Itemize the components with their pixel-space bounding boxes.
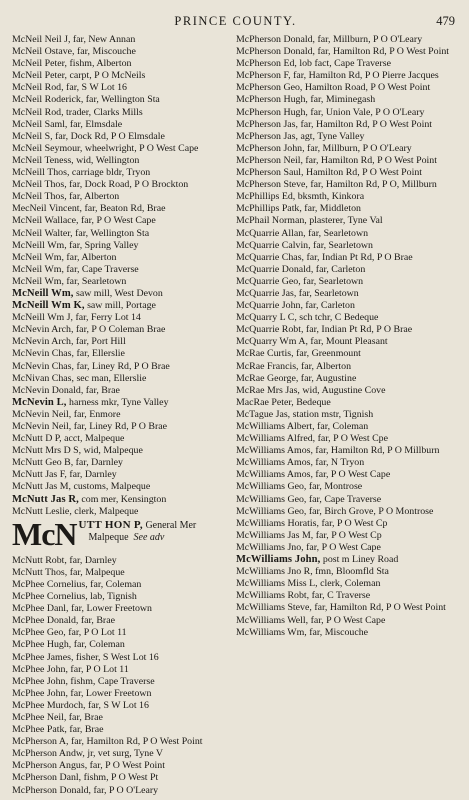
directory-entry: [12, 469, 228, 481]
entry-text: McQuarrie Geo, far, Searletown: [236, 275, 364, 287]
entry-text: McNeil S, far, Dock Rd, P O Elmsdale: [12, 130, 165, 142]
entry-text: McWilliams Well, far, P O West Cape: [236, 614, 386, 626]
entry-text: McRae Mrs Jas, wid, Augustine Cove: [236, 384, 386, 396]
directory-entry: [236, 228, 452, 240]
entry-text: McNeil Walter, far, Wellington Sta: [12, 227, 150, 239]
entry-text: McQuarry Wm A, far, Mount Pleasant: [236, 336, 388, 348]
entry-text: McNutt D P, acct, Malpeque: [12, 433, 125, 445]
entry-text: McNeil Saml, far, Elmsdale: [12, 118, 123, 130]
directory-entry: [12, 70, 228, 82]
entry-text: McNevin Neil, far, Enmore: [12, 408, 121, 420]
entry-text: McWilliams Amos, far, P O West Cape: [236, 469, 391, 481]
directory-entry: [236, 530, 452, 542]
entry-text: McPherson John, far, Millburn, P O O'Leary: [236, 142, 412, 154]
entry-text: McPhee Cornelius, far, Coleman: [12, 578, 142, 590]
entry-name-bold: McWilliams John,: [236, 554, 321, 566]
directory-entry: [12, 748, 228, 760]
directory-entry: [12, 94, 228, 106]
directory-entry: [236, 506, 452, 518]
entry-text: McNeil Peter, carpt, P O McNeils: [12, 70, 146, 82]
directory-entry: [236, 542, 452, 554]
directory-entry: [236, 119, 452, 131]
entry-text: McPherson Hugh, far, Miminegash: [236, 94, 376, 106]
directory-entry: [236, 191, 452, 203]
entry-text: McNutt Leslie, clerk, Malpeque: [12, 505, 139, 517]
directory-entry: [236, 107, 452, 119]
directory-entry: [12, 385, 228, 397]
directory-entry: [236, 46, 452, 58]
entry-name-bold: McNevin L,: [12, 396, 67, 408]
directory-entry: [236, 409, 452, 421]
directory-entry: [236, 324, 452, 336]
entry-text: McNeil Rod, trader, Clarks Mills: [12, 106, 143, 118]
directory-entry: [12, 34, 228, 46]
directory-entry: [12, 179, 228, 191]
directory-entry: [236, 240, 452, 252]
entry-text: McPhee Patk, far, Brae: [12, 724, 104, 736]
directory-entry: [12, 228, 228, 240]
directory-entry: [236, 578, 452, 590]
directory-entry: [12, 58, 228, 70]
directory-entry: [12, 361, 228, 373]
directory-entry: [236, 179, 452, 191]
entry-text: McPhee Murdoch, far, S W Lot 16: [12, 699, 149, 711]
directory-entry: [12, 688, 228, 700]
directory-entry: [236, 602, 452, 614]
directory-entry: [236, 445, 452, 457]
entry-text: McNutt Jas F, far, Darnley: [12, 469, 117, 481]
entry-text: McPhail Norman, plasterer, Tyne Val: [236, 215, 383, 227]
directory-entry: [12, 167, 228, 179]
directory-entry: [12, 300, 228, 312]
directory-entry: [12, 421, 228, 433]
directory-entry: [236, 288, 452, 300]
entry-text: McRae Francis, far, Alberton: [236, 360, 352, 372]
running-title: PRINCE COUNTY.: [174, 14, 297, 28]
entry-text: McQuarrie Jas, far, Searletown: [236, 287, 359, 299]
directory-entry: [12, 336, 228, 348]
directory-entry: [236, 627, 452, 639]
entry-text: McRae Curtis, far, Greenmount: [236, 348, 361, 360]
directory-entry: [12, 409, 228, 421]
directory-entry: [236, 397, 452, 409]
directory-entry: [236, 300, 452, 312]
entry-text: McNeil Rod, far, S W Lot 16: [12, 82, 127, 94]
entry-text: McWilliams Amos, far, N Tryon: [236, 457, 365, 469]
entry-text: McPhillips Ed, bksmth, Kinkora: [236, 191, 365, 203]
entry-text: McNeill Wm J, far, Ferry Lot 14: [12, 312, 141, 324]
entry-text: MacRae Peter, Bedeque: [236, 396, 331, 408]
featured-drop-letters: McN: [12, 515, 77, 552]
entry-text: com mer, Kensington: [78, 493, 167, 505]
directory-entry: [12, 785, 228, 797]
directory-entry: [236, 566, 452, 578]
entry-text: McPherson Donald, far, Millburn, P O O'Leary: [236, 34, 423, 45]
directory-entry: [12, 627, 228, 639]
directory-entry: [12, 579, 228, 591]
entry-text: McPherson A, far, Hamilton Rd, P O West Point: [12, 736, 203, 748]
featured-name: UTT HON P,: [78, 518, 143, 531]
directory-entry: [236, 336, 452, 348]
directory-entry: [236, 70, 452, 82]
entry-text: McPherson Donald, far, P O O'Leary: [12, 784, 159, 796]
directory-entry: [12, 712, 228, 724]
entry-text: MecNeil Vincent, far, Beaton Rd, Brae: [12, 203, 166, 215]
directory-entry: [12, 324, 228, 336]
directory-entry: [236, 143, 452, 155]
entry-text: McPherson Danl, fishm, P O West Pt: [12, 772, 159, 784]
entry-text: McWilliams Geo, far, Cape Traverse: [236, 493, 382, 505]
directory-entry: [12, 82, 228, 94]
directory-entry: [236, 494, 452, 506]
entry-text: McNeill Wm, far, Spring Valley: [12, 239, 139, 251]
entry-text: McPherson Jas, agt, Tyne Valley: [236, 130, 365, 142]
directory-entry: [12, 591, 228, 603]
entry-text: McTague Jas, station mstr, Tignish: [236, 408, 374, 420]
left-entries-top: [12, 34, 228, 518]
directory-entry: [12, 445, 228, 457]
entry-text: McPhee Hugh, far, Coleman: [12, 639, 125, 651]
entry-text: McNivan Chas, sec man, Ellerslie: [12, 372, 147, 384]
entry-text: McPhee Donald, far, Brae: [12, 615, 115, 627]
directory-entry: [236, 615, 452, 627]
entry-text: McNeill Thos, carriage bldr, Tryon: [12, 167, 151, 179]
directory-entry: [236, 421, 452, 433]
directory-entry: [12, 107, 228, 119]
directory-entry: [12, 215, 228, 227]
entry-text: McWilliams Jno, far, P O West Cape: [236, 541, 381, 553]
entry-text: McWilliams Miss L, clerk, Coleman: [236, 578, 381, 590]
entry-name-bold: McNutt Jas R,: [12, 493, 79, 505]
entry-text: McNeil Wm, far, Searletown: [12, 275, 127, 287]
directory-entry: [12, 433, 228, 445]
page-header: [12, 8, 459, 30]
directory-columns: [12, 34, 459, 797]
directory-entry: [236, 385, 452, 397]
entry-text: McPherson Saul, Hamilton Rd, P O West Point: [236, 167, 423, 179]
directory-entry: [236, 131, 452, 143]
page-number: 479: [436, 14, 455, 28]
directory-entry: [12, 312, 228, 324]
entry-text: McNevin Chas, far, Ellerslie: [12, 348, 125, 360]
entry-text: saw mill, Portage: [84, 300, 156, 312]
entry-text: McRae George, far, Augustine: [236, 372, 357, 384]
directory-entry: [12, 639, 228, 651]
entry-text: McNutt Geo B, far, Darnley: [12, 457, 123, 469]
directory-entry: [236, 215, 452, 227]
directory-entry: [236, 155, 452, 167]
directory-entry: [12, 288, 228, 300]
directory-entry: [12, 555, 228, 567]
entry-text: McPhee Geo, far, P O Lot 11: [12, 627, 127, 639]
directory-entry: [236, 518, 452, 530]
directory-entry: [236, 348, 452, 360]
entry-text: McPherson Angus, far, P O West Point: [12, 760, 165, 772]
entry-text: McQuarrie John, far, Carleton: [236, 300, 355, 312]
entry-text: McPhee Cornelius, lab, Tignish: [12, 591, 137, 603]
directory-entry: [236, 469, 452, 481]
entry-text: McWilliams Robt, far, C Traverse: [236, 590, 371, 602]
entry-text: McNeil Wallace, far, P O West Cape: [12, 215, 156, 227]
entry-text: McNeil Teness, wid, Wellington: [12, 154, 140, 166]
directory-entry: [12, 348, 228, 360]
entry-text: McNevin Arch, far, P O Coleman Brae: [12, 324, 166, 336]
entry-text: McNeil Ostave, far, Miscouche: [12, 46, 136, 58]
entry-text: McNeil Thos, far, Alberton: [12, 191, 120, 203]
entry-text: McNeil Peter, fishm, Alberton: [12, 58, 132, 70]
entry-text: McPherson Steve, far, Hamilton Rd, P O, Millburn: [236, 179, 437, 191]
featured-entry-mcnutt: [12, 515, 228, 555]
directory-entry: [12, 652, 228, 664]
directory-entry: [12, 772, 228, 784]
entry-text: McNutt Robt, far, Darnley: [12, 554, 117, 566]
entry-text: McPherson Donald, far, Hamilton Rd, P O West Point: [236, 46, 450, 58]
directory-entry: [12, 724, 228, 736]
directory-entry: [236, 554, 452, 566]
directory-entry: [236, 361, 452, 373]
entry-text: McQuarrie Allan, far, Searletown: [236, 227, 369, 239]
entry-text: McPherson Geo, Hamilton Road, P O West Point: [236, 82, 431, 94]
directory-entry: [12, 131, 228, 143]
right-column: [236, 34, 452, 797]
directory-entry: [12, 252, 228, 264]
entry-text: McWilliams Amos, far, Hamilton Rd, P O Millburn: [236, 445, 440, 457]
entry-text: McWilliams Horatis, far, P O West Cp: [236, 517, 388, 529]
entry-text: McPhillips Patk, far, Middleton: [236, 203, 361, 215]
directory-entry: [12, 119, 228, 131]
entry-text: McPhee Danl, far, Lower Freetown: [12, 603, 152, 615]
left-entries-bottom: [12, 555, 228, 797]
directory-entry: [12, 760, 228, 772]
entry-text: McNevin Donald, far, Brae: [12, 384, 120, 396]
entry-text: McPherson Neil, far, Hamilton Rd, P O West Point: [236, 154, 437, 166]
directory-entry: [12, 567, 228, 579]
entry-text: McWilliams Jno R, fmn, Bloomfld Sta: [236, 566, 389, 578]
directory-entry: [236, 264, 452, 276]
entry-text: McPherson Andw, jr, vet surg, Tyne V: [12, 748, 164, 760]
entry-name-bold: McNeill Wm,: [12, 287, 74, 299]
entry-text: McNeil Seymour, wheelwright, P O West Cape: [12, 142, 199, 154]
featured-entry-text: [79, 519, 197, 545]
entry-text: McPherson Jas, far, Hamilton Rd, P O West Point: [236, 118, 433, 130]
entry-text: McPhee John, fishm, Cape Traverse: [12, 675, 155, 687]
featured-see-adv: See adv: [133, 532, 165, 544]
directory-entry: [12, 457, 228, 469]
directory-entry: [236, 481, 452, 493]
directory-entry: [12, 397, 228, 409]
entry-text: McWilliams Jas M, far, P O West Cp: [236, 529, 382, 541]
entry-name-bold: McNeill Wm K,: [12, 300, 85, 312]
entry-text: harness mkr, Tyne Valley: [66, 396, 169, 408]
entry-text: McNutt Mrs D S, wid, Malpeque: [12, 445, 143, 457]
entry-text: McWilliams Geo, far, Montrose: [236, 481, 363, 493]
directory-entry: [236, 433, 452, 445]
directory-entry: [12, 603, 228, 615]
directory-entry: [236, 373, 452, 385]
directory-entry: [12, 264, 228, 276]
directory-entry: [236, 82, 452, 94]
entry-text: McNutt Thos, far, Malpeque: [12, 566, 125, 578]
directory-entry: [12, 191, 228, 203]
entry-text: McNeil Neil J, far, New Annan: [12, 34, 136, 45]
entry-text: McQuarrie Donald, far, Carleton: [236, 263, 366, 275]
entry-text: McQuarry L C, sch tchr, C Bedeque: [236, 312, 379, 324]
directory-entry: [12, 203, 228, 215]
entry-text: McNeil Roderick, far, Wellington Sta: [12, 94, 160, 106]
entry-text: McNutt Jas M, customs, Malpeque: [12, 481, 151, 493]
directory-entry: [12, 664, 228, 676]
entry-text: McWilliams Wm, far, Miscouche: [236, 626, 369, 638]
directory-entry: [12, 46, 228, 58]
entry-text: McPhee John, far, Lower Freetown: [12, 687, 152, 699]
entry-text: McPhee James, fisher, S West Lot 16: [12, 651, 159, 663]
entry-text: McQuarrie Robt, far, Indian Pt Rd, P O Brae: [236, 324, 413, 336]
featured-place: Malpeque: [88, 532, 129, 544]
directory-entry: [12, 155, 228, 167]
directory-entry: [236, 457, 452, 469]
entry-text: McQuarrie Chas, far, Indian Pt Rd, P O Brae: [236, 251, 413, 263]
entry-text: McNeil Thos, far, Dock Road, P O Brockton: [12, 179, 189, 191]
entry-text: McNeil Wm, far, Cape Traverse: [12, 263, 139, 275]
directory-entry: [236, 34, 452, 46]
directory-entry: [236, 312, 452, 324]
entry-text: saw mill, West Devon: [73, 287, 163, 299]
directory-entry: [12, 143, 228, 155]
entry-text: McPherson Ed, lob fact, Cape Traverse: [236, 58, 391, 70]
directory-entry: [12, 481, 228, 493]
left-column: [12, 34, 228, 797]
directory-entry: [236, 167, 452, 179]
directory-entry: [12, 736, 228, 748]
directory-entry: [12, 615, 228, 627]
directory-entry: [12, 373, 228, 385]
directory-entry: [236, 276, 452, 288]
directory-entry: [12, 240, 228, 252]
entry-text: McWilliams Alfred, far, P O West Cpe: [236, 433, 388, 445]
entry-text: McWilliams Geo, far, Birch Grove, P O Montrose: [236, 505, 434, 517]
directory-entry: [12, 676, 228, 688]
entry-text: McWilliams Albert, far, Coleman: [236, 421, 369, 432]
entry-text: post m Liney Road: [320, 554, 399, 566]
directory-entry: [236, 590, 452, 602]
entry-text: McQuarrie Calvin, far, Searletown: [236, 239, 373, 251]
directory-entry: [236, 203, 452, 215]
entry-text: McPherson Hugh, far, Union Vale, P O O'Leary: [236, 106, 425, 118]
directory-entry: [12, 700, 228, 712]
directory-entry: [236, 94, 452, 106]
entry-text: McNevin Neil, far, Liney Rd, P O Brae: [12, 421, 168, 432]
entry-text: McPhee Neil, far, Brae: [12, 711, 103, 723]
directory-entry: [236, 58, 452, 70]
directory-entry: [12, 494, 228, 506]
entry-text: McPherson F, far, Hamilton Rd, P O Pierre Jacques: [236, 70, 439, 82]
entry-text: McPhee John, far, P O Lot 11: [12, 663, 129, 675]
entry-text: McWilliams Steve, far, Hamilton Rd, P O West Point: [236, 602, 446, 614]
directory-entry: [12, 276, 228, 288]
directory-entry: [236, 252, 452, 264]
entry-text: McNevin Arch, far, Port Hill: [12, 336, 126, 348]
entry-text: McNeil Wm, far, Alberton: [12, 251, 117, 263]
entry-text: McNevin Chas, far, Liney Rd, P O Brae: [12, 360, 170, 372]
featured-occupation: General Mer: [142, 519, 197, 531]
